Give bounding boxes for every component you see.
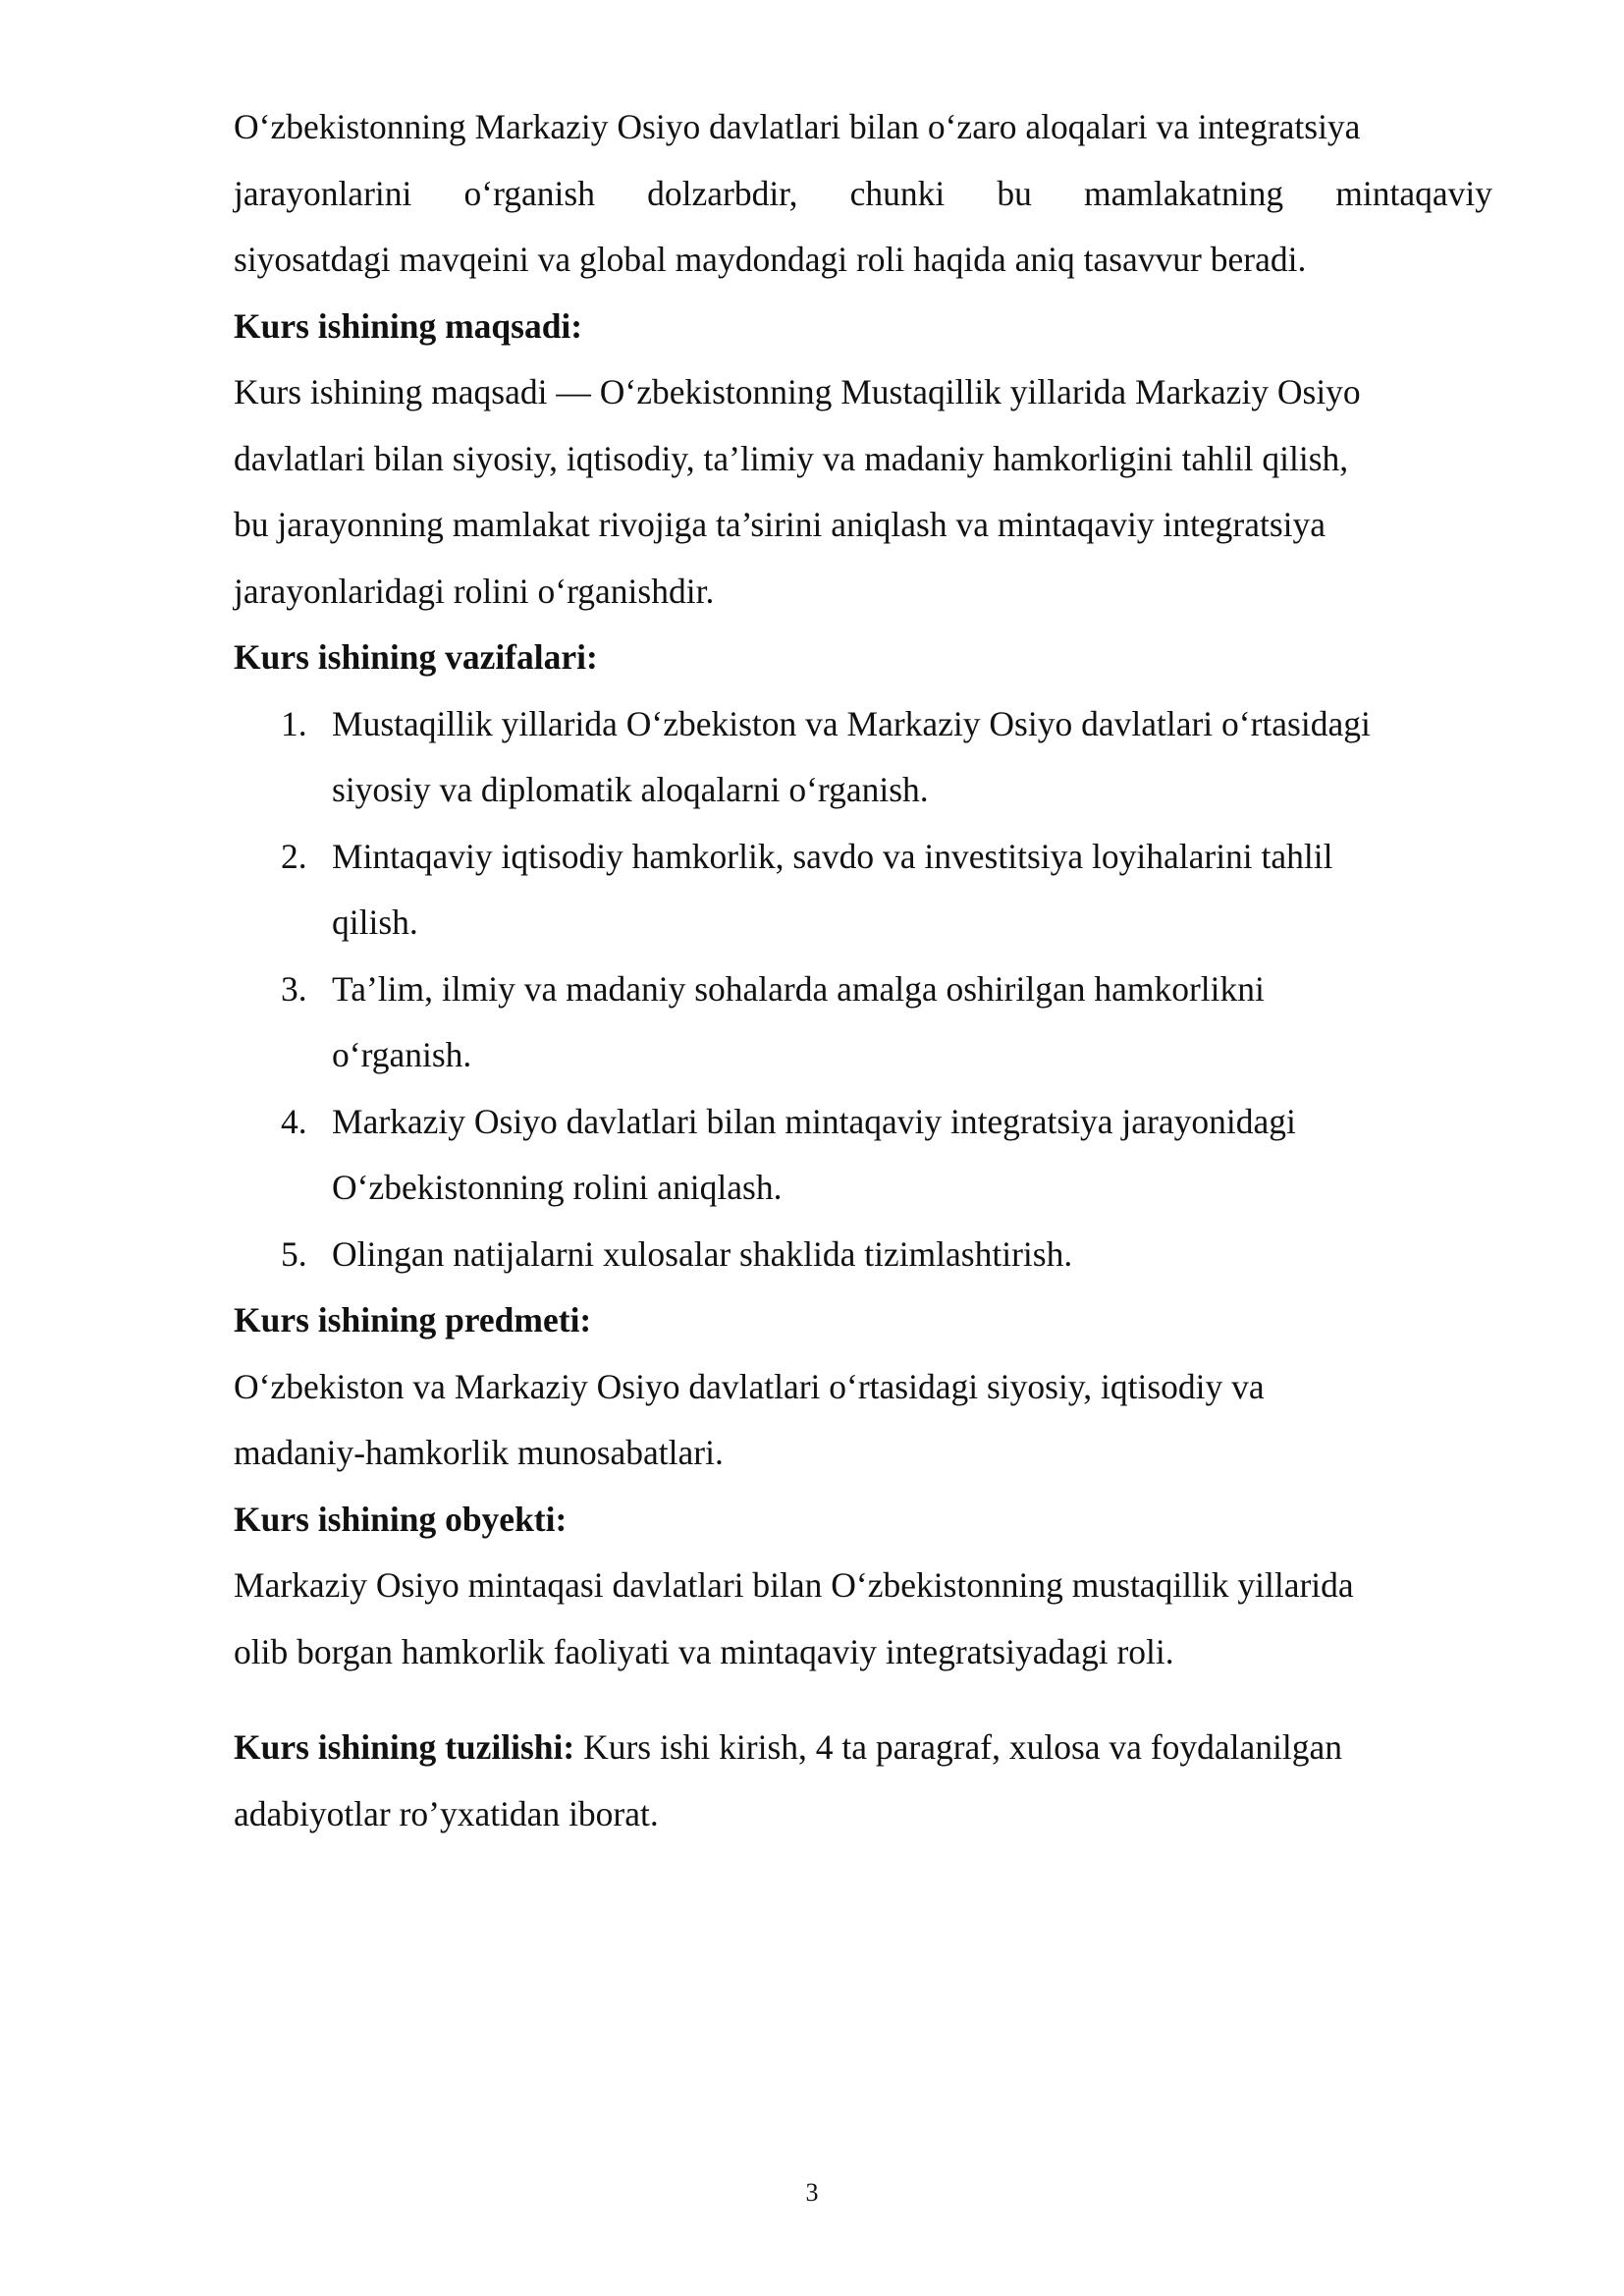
list-item xyxy=(234,1089,1492,1222)
subject-heading: Kurs ishining predmeti: xyxy=(234,1300,592,1339)
intro-line: O‘zbekistonning Markaziy Osiyo davlatlari bilan o‘zaro aloqalari va integratsiya xyxy=(234,107,1361,146)
list-item-text: Mintaqaviy iqtisodiy hamkorlik, savdo va investitsiya loyihalarini tahlil xyxy=(332,836,1333,876)
list-item-number: 3. xyxy=(281,968,307,1009)
list-item-text: siyosiy va diplomatik aloqalarni o‘rganish. xyxy=(332,770,929,809)
list-item-number: 1. xyxy=(281,703,307,743)
section-spacer xyxy=(234,1685,1492,1715)
list-item-text: qilish. xyxy=(332,902,418,942)
tasks-heading: Kurs ishining vazifalari: xyxy=(234,637,598,677)
list-item-number: 4. xyxy=(281,1101,307,1141)
list-item-text: Olingan natijalarni xulosalar shaklida tizimlashtirish. xyxy=(332,1233,1073,1274)
subject-line: madaniy-hamkorlik munosabatlari. xyxy=(234,1433,724,1472)
list-item-number: 5. xyxy=(281,1233,307,1274)
intro-line: siyosatdagi mavqeini va global maydondagi roli haqida aniq tasavvur beradi. xyxy=(234,240,1307,279)
list-item xyxy=(234,1222,1492,1288)
structure-heading: Kurs ishining tuzilishi: xyxy=(234,1727,575,1767)
object-line: olib borgan hamkorlik faoliyati va mintaqaviy integratsiyadagi roli. xyxy=(234,1631,1174,1671)
list-item-number: 2. xyxy=(281,836,307,876)
list-item xyxy=(234,691,1492,824)
goal-line: jarayonlaridagi rolini o‘rganishdir. xyxy=(234,571,715,611)
object-line: Markaziy Osiyo mintaqasi davlatlari bilan O‘zbekistonning mustaqillik yillarida xyxy=(234,1565,1354,1605)
goal-heading: Kurs ishining maqsadi: xyxy=(234,305,583,346)
goal-line: davlatlari bilan siyosiy, iqtisodiy, ta’limiy va madaniy hamkorligini tahlil qilish, xyxy=(234,438,1349,478)
structure-line: adabiyotlar ro’yxatidan iborat. xyxy=(234,1793,659,1833)
tasks-list xyxy=(234,691,1492,1288)
structure-paragraph xyxy=(234,1715,1492,1847)
list-item-text: o‘rganish. xyxy=(332,1035,472,1074)
list-item-text: Mustaqillik yillarida O‘zbekiston va Markaziy Osiyo davlatlari o‘rtasidagi xyxy=(332,703,1371,743)
list-item xyxy=(234,957,1492,1089)
document-page xyxy=(234,94,1492,1847)
intro-line: jarayonlarini o‘rganish dolzarbdir, chunki bu mamlakatning mintaqaviy xyxy=(234,173,1492,213)
page-number: 3 xyxy=(805,2178,819,2207)
list-item-text: Markaziy Osiyo davlatlari bilan mintaqaviy integratsiya jarayonidagi xyxy=(332,1101,1296,1141)
structure-line xyxy=(234,1715,1492,1781)
intro-paragraph xyxy=(234,94,1492,294)
subject-paragraph xyxy=(234,1354,1492,1487)
object-heading: Kurs ishining obyekti: xyxy=(234,1499,568,1539)
list-item-text: Ta’lim, ilmiy va madaniy sohalarda amalga oshirilgan hamkorlikni xyxy=(332,968,1265,1009)
list-item-text: O‘zbekistonning rolini aniqlash. xyxy=(332,1168,783,1207)
goal-paragraph xyxy=(234,359,1492,625)
structure-text: Kurs ishi kirish, 4 ta paragraf, xulosa va foydalanilgan xyxy=(574,1727,1342,1767)
goal-line: Kurs ishining maqsadi — O‘zbekistonning Mustaqillik yillarida Markaziy Osiyo xyxy=(234,372,1361,411)
goal-line: bu jarayonning mamlakat rivojiga ta’sirini aniqlash va mintaqaviy integratsiya xyxy=(234,505,1326,544)
object-paragraph xyxy=(234,1553,1492,1685)
list-item xyxy=(234,824,1492,957)
subject-line: O‘zbekiston va Markaziy Osiyo davlatlari o‘rtasidagi siyosiy, iqtisodiy va xyxy=(234,1366,1265,1406)
